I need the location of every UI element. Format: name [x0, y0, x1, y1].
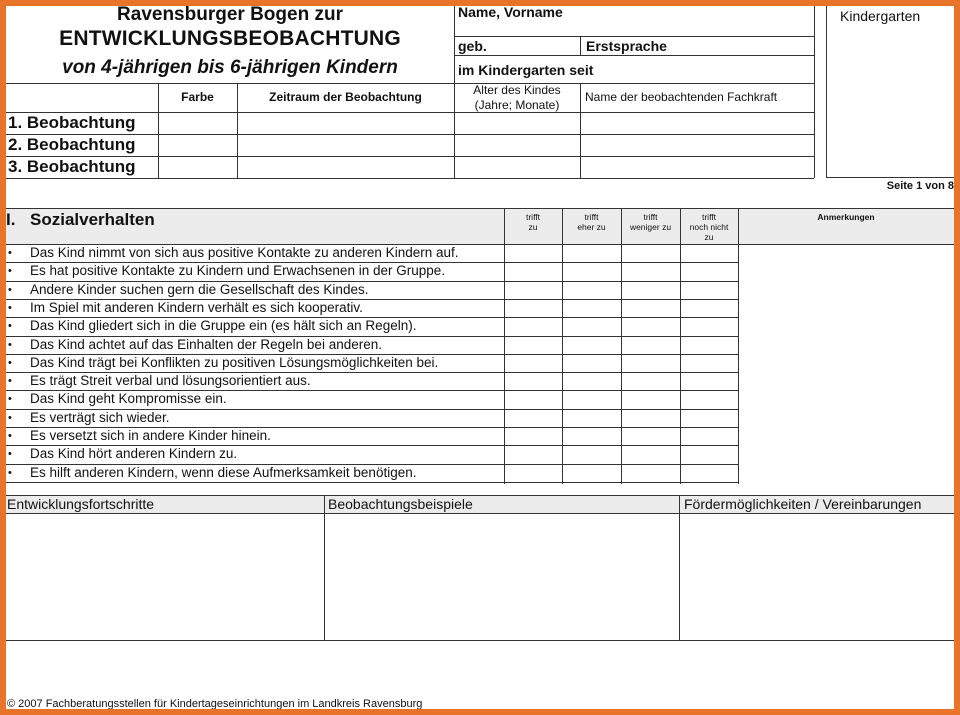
bullet-icon: •: [8, 247, 12, 259]
item-row-divider: [6, 482, 738, 483]
divider: [680, 208, 681, 484]
col-age-header-line2: (Jahre; Monate): [474, 98, 560, 112]
born-field-label: geb.: [458, 38, 487, 54]
rating-col-3-line2: weniger zu: [629, 222, 672, 232]
behavior-item: Das Kind achtet auf das Einhalten der Regeln bei anderen.: [30, 336, 382, 352]
divider: [814, 6, 815, 178]
divider: [580, 83, 581, 178]
col-color-header: Farbe: [181, 90, 214, 104]
bullet-icon: •: [8, 283, 12, 296]
observation-row-1: 1. Beobachtung: [8, 113, 136, 132]
col-age-header: [454, 83, 580, 113]
divider: [621, 208, 622, 484]
bullet-icon: •: [8, 411, 12, 424]
behavior-item: Es hat positive Kontakte zu Kindern und Erwachsenen in der Gruppe.: [30, 263, 445, 279]
behavior-item: Es hilft anderen Kindern, wenn diese Aufmerksamkeit benötigen.: [30, 464, 417, 480]
divider: [504, 208, 505, 484]
rating-col-header-2: [562, 212, 621, 232]
remarks-header: Anmerkungen: [817, 212, 875, 222]
divider: [679, 495, 680, 640]
col-age-header-line1: Alter des Kindes: [473, 83, 561, 97]
support-header: Fördermöglichkeiten / Vereinbarungen: [684, 496, 922, 512]
divider: [562, 208, 563, 484]
bullet-icon: •: [8, 466, 12, 479]
behavior-item: Das Kind hört anderen Kindern zu.: [30, 446, 238, 462]
section-number: I.: [6, 210, 16, 229]
bullet-icon: •: [8, 356, 12, 369]
behavior-item: Das Kind nimmt von sich aus positive Kontakte zu anderen Kindern auf.: [30, 245, 459, 260]
rating-col-1-line1: trifft: [525, 212, 540, 222]
bullet-icon: •: [8, 265, 12, 278]
behavior-item: Das Kind gliedert sich in die Gruppe ein (es hält sich an Regeln).: [30, 318, 417, 334]
observation-row-3: 3. Beobachtung: [8, 157, 136, 176]
divider: [6, 513, 954, 514]
col-observer-header: Name der beobachtenden Fachkraft: [585, 90, 778, 104]
rating-col-4-line1: trifft: [701, 212, 716, 222]
rating-col-2-line1: trifft: [584, 212, 599, 222]
rating-col-header-4: [680, 212, 738, 242]
behavior-item: Es versetzt sich in andere Kinder hinein.: [30, 428, 271, 443]
behavior-item: Andere Kinder suchen gern die Gesellschaft des Kindes.: [30, 281, 369, 297]
kindergarten-since-label: im Kindergarten seit: [458, 62, 594, 78]
divider: [454, 36, 814, 37]
first-language-field-label: Erstsprache: [586, 38, 667, 54]
name-field-label: Name, Vorname: [458, 6, 563, 20]
col-period-header: Zeitraum der Beobachtung: [269, 90, 422, 104]
behavior-item: Es verträgt sich wieder.: [30, 409, 170, 425]
rating-col-header-3: [621, 212, 680, 232]
rating-col-header-1: [504, 212, 562, 232]
title-line-2: ENTWICKLUNGSBEOBACHTUNG: [59, 27, 401, 50]
divider: [6, 178, 814, 179]
bullet-icon: •: [8, 301, 12, 314]
title-line-1: Ravensburger Bogen zur: [117, 6, 343, 25]
bullet-icon: •: [8, 430, 12, 442]
title-line-3: von 4-jährigen bis 6-jährigen Kindern: [62, 57, 398, 78]
behavior-item: Im Spiel mit anderen Kindern verhält es sich kooperativ.: [30, 299, 363, 315]
bullet-icon: •: [8, 393, 12, 406]
divider: [580, 36, 581, 55]
bullet-icon: •: [8, 338, 12, 351]
behavior-item: Das Kind trägt bei Konflikten zu positiven Lösungsmöglichkeiten bei.: [30, 354, 439, 370]
divider: [738, 208, 739, 484]
divider: [6, 83, 814, 84]
rating-col-2-line2: eher zu: [577, 222, 606, 232]
kindergarten-label: Kindergarten: [840, 8, 921, 24]
divider: [454, 55, 814, 56]
rating-col-4-line2: noch nicht: [689, 222, 729, 232]
divider: [6, 208, 954, 209]
form-page: [6, 6, 954, 709]
bullet-icon: •: [8, 375, 12, 388]
rating-col-4-line3: zu: [704, 232, 714, 242]
section-title: Sozialverhalten: [30, 210, 155, 229]
bullet-icon: •: [8, 448, 12, 461]
rating-col-3-line1: trifft: [643, 212, 658, 222]
examples-header: Beobachtungsbeispiele: [328, 496, 473, 512]
observation-row-2: 2. Beobachtung: [8, 135, 136, 154]
page-number: Seite 1 von 8: [886, 180, 954, 192]
kindergarten-box: [826, 6, 954, 178]
progress-header: Entwicklungsfortschritte: [7, 496, 155, 512]
divider: [324, 495, 325, 640]
behavior-item: Es trägt Streit verbal und lösungsorientiert aus.: [30, 373, 311, 389]
rating-col-1-line2: zu: [528, 222, 538, 232]
divider: [6, 640, 954, 641]
copyright-footer: © 2007 Fachberatungsstellen für Kindertageseinrichtungen im Landkreis Ravensburg: [7, 698, 423, 709]
bullet-icon: •: [8, 320, 12, 333]
behavior-item: Das Kind geht Kompromisse ein.: [30, 391, 227, 407]
